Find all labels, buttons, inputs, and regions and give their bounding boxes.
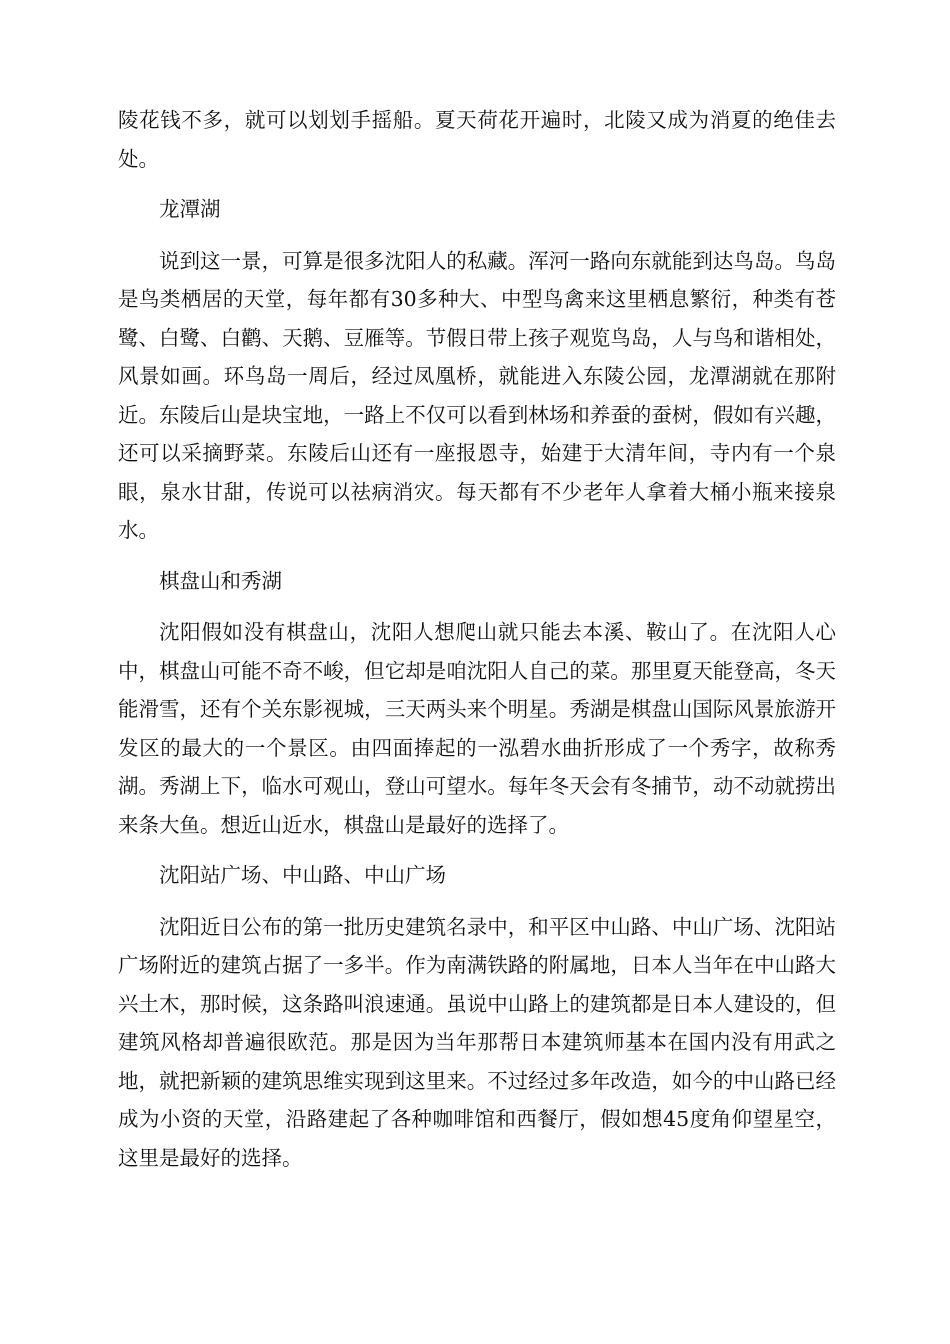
section-heading-shenyang-station: 沈阳站广场、中山路、中山广场 <box>159 863 446 887</box>
section-body-shenyang-station: 沈阳近日公布的第一批历史建筑名录中，和平区中山路、中山广场、沈阳站广场附近的建筑占据了一多半。作为南满铁路的附属地，日本人当年在中山路大兴土木，那时候，这条路叫浪速通。虽说中山路上的建筑都是日本人建设的，但建筑风格却普遍很欧范。那是因为当年那帮日本建筑师基本在国内没有用武之地，就把新颖的建筑思维实现到这里来。不过经过多年改造，如今的中山路已经成为小资的天堂，沿路建起了各种咖啡馆和西餐厅，假如想45度角仰望星空，这里是最好的选择。 <box>118 914 836 1170</box>
section-heading-qipan-mountain: 棋盘山和秀湖 <box>159 568 282 593</box>
section-body-qipan-mountain: 沈阳假如没有棋盘山，沈阳人想爬山就只能去本溪、鞍山了。在沈阳人心中，棋盘山可能不奇不峻，但它却是咱沈阳人自己的菜。那里夏天能登高，冬天能滑雪，还有个关东影视城，三天两头来个明星。秀湖是棋盘山国际风景旅游开发区的最大的一个景区。由四面捧起的一泓碧水曲折形成了一个秀字，故称秀湖。秀湖上下，临水可观山，登山可望水。每年冬天会有冬捕节，动不动就捞出来条大鱼。想近山近水，棋盘山是最好的选择了。 <box>118 620 836 837</box>
document-page <box>118 101 836 1177</box>
section-body-longtan-lake: 说到这一景，可算是很多沈阳人的私藏。浑河一路向东就能到达鸟岛。鸟岛是鸟类栖居的天堂，每年都有30多种大、中型鸟禽来这里栖息繁衍，种类有苍鹭、白鹭、白鹳、天鹅、豆雁等。节假日带上孩子观览鸟岛，人与鸟和谐相处，风景如画。环鸟岛一周后，经过凤凰桥，就能进入东陵公园，龙潭湖就在那附近。东陵后山是块宝地，一路上不仅可以看到林场和养蚕的蚕树，假如有兴趣，还可以采摘野菜。东陵后山还有一座报恩寺，始建于大清年间，寺内有一个泉眼，泉水甘甜，传说可以祛病消灾。每天都有不少老年人拿着大桶小瓶来接泉水。 <box>118 248 836 542</box>
section-heading-longtan-lake: 龙潭湖 <box>159 197 221 221</box>
intro-continuation-paragraph: 陵花钱不多，就可以划划手摇船。夏天荷花开遍时，北陵又成为消夏的绝佳去处。 <box>118 108 836 171</box>
